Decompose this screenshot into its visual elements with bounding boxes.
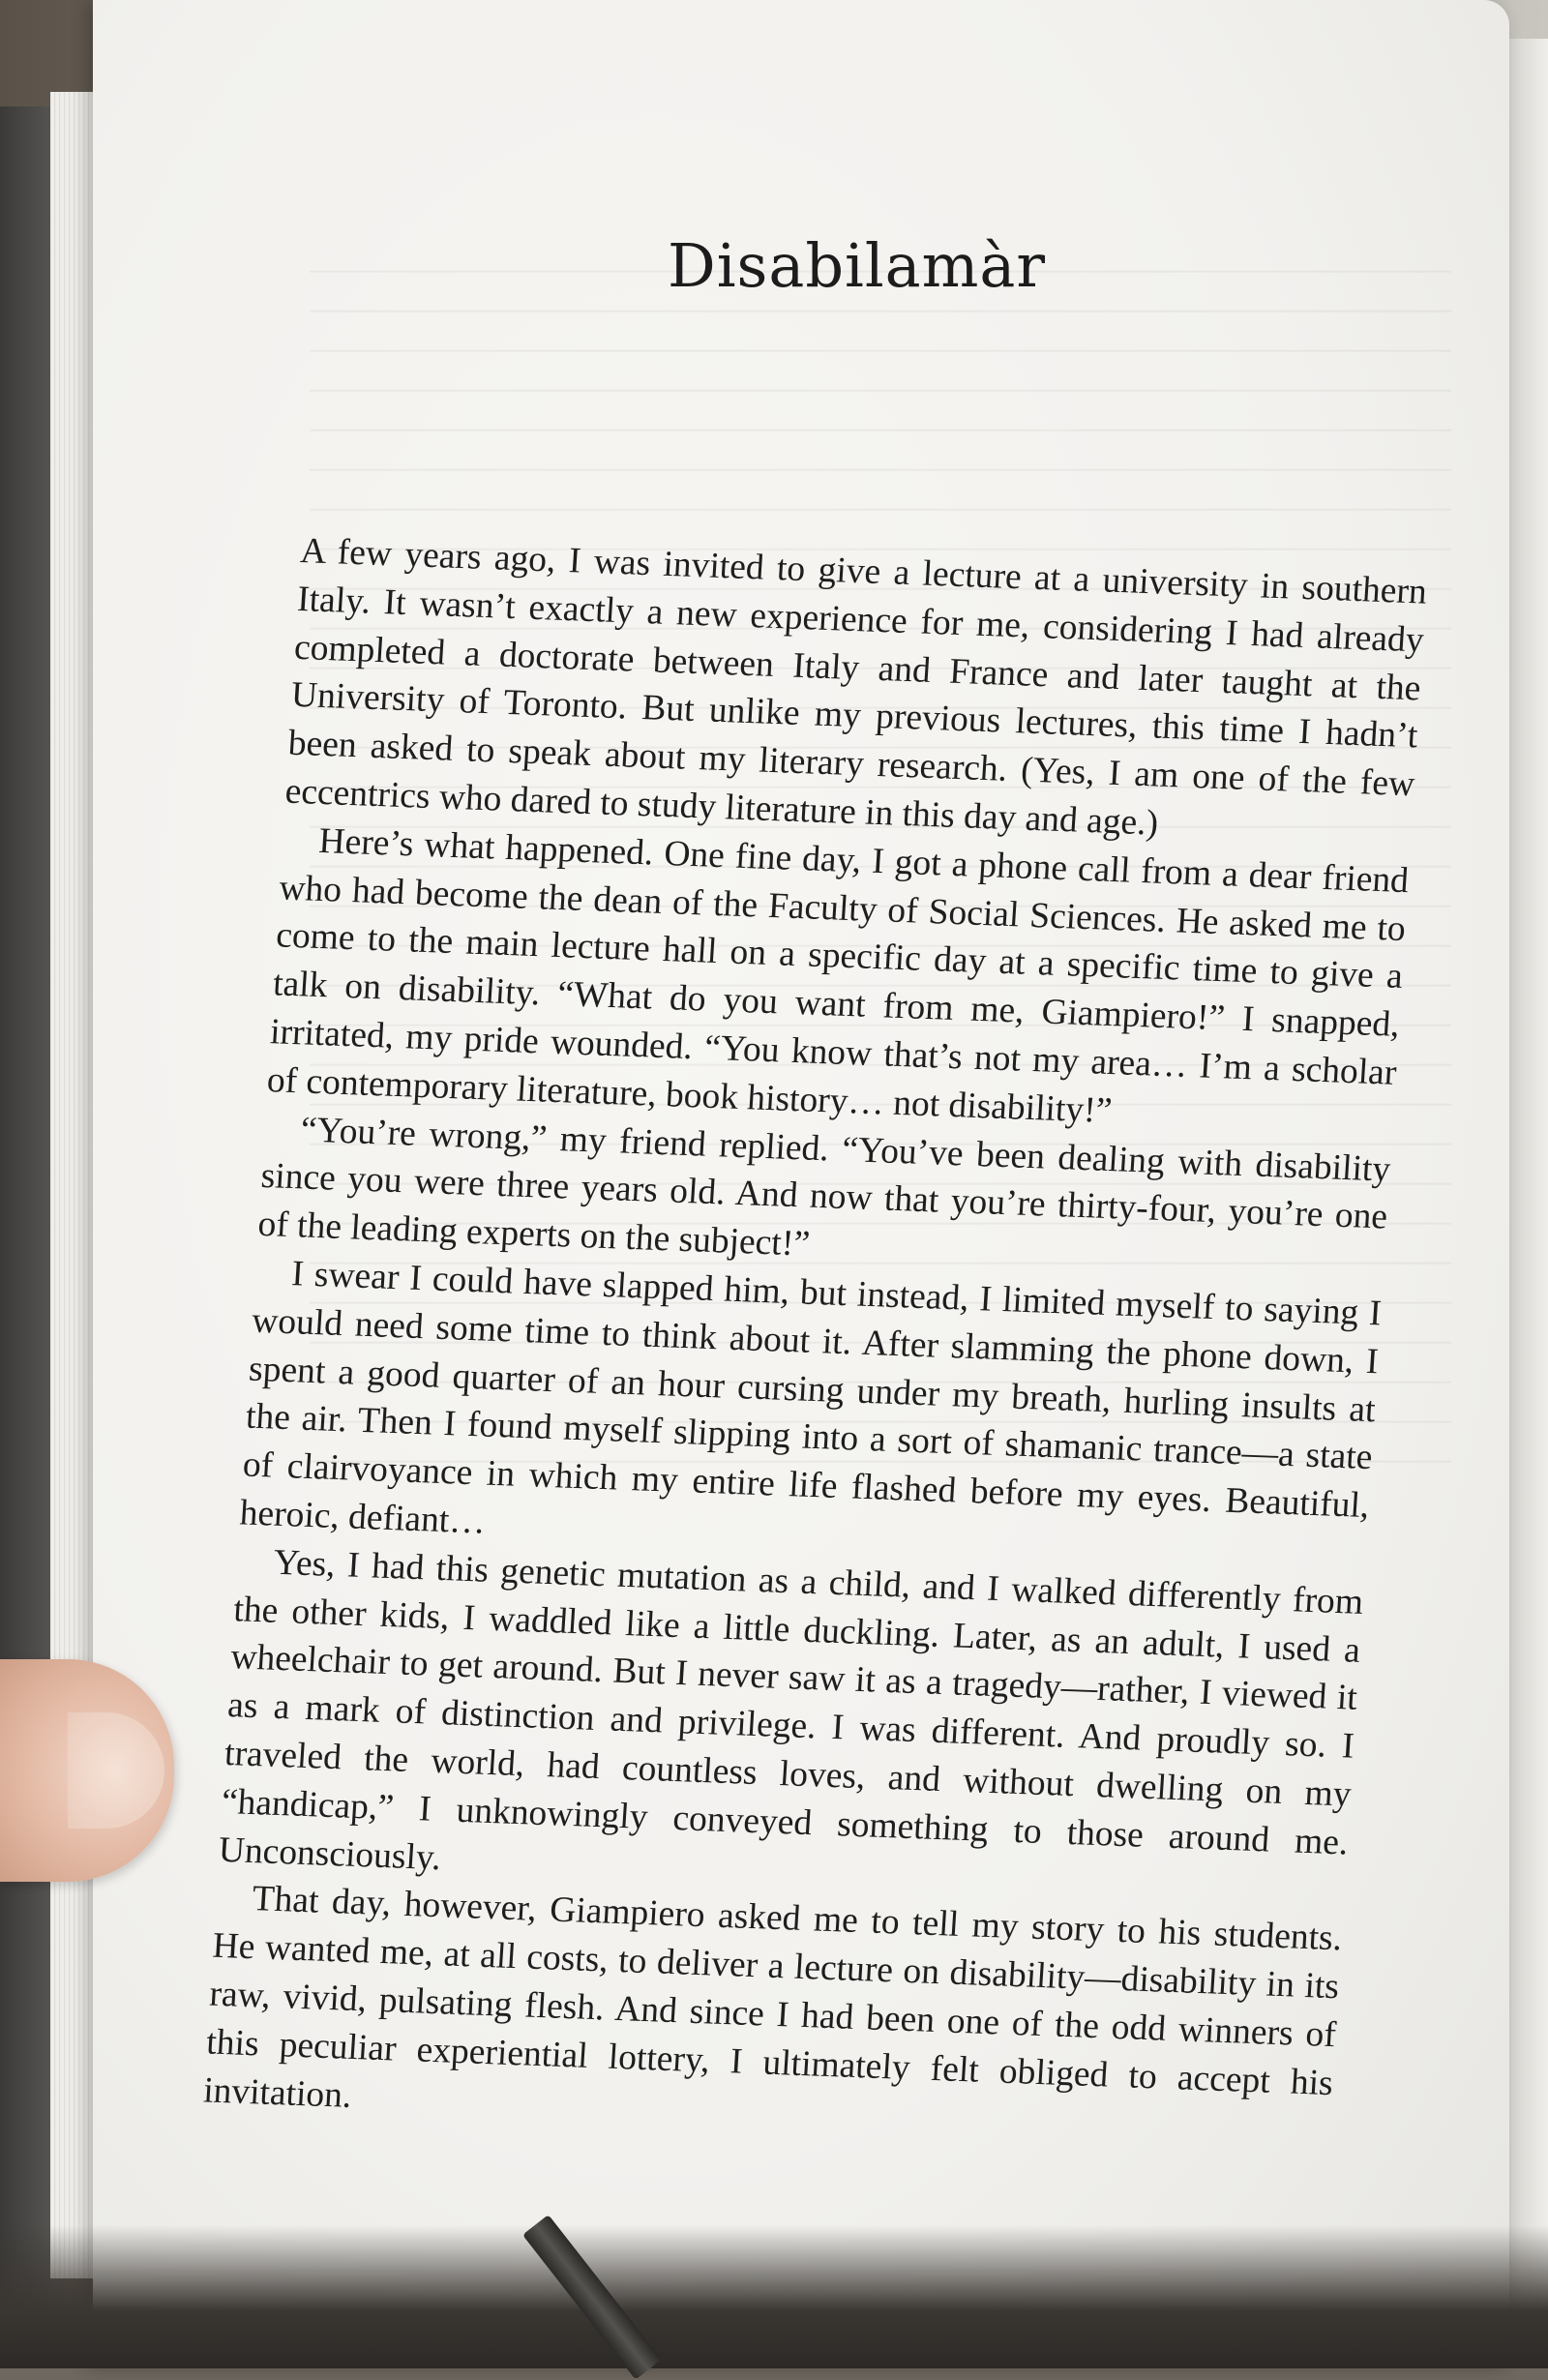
book-bottom-shadow [0, 2225, 1548, 2368]
paragraph-1: A few years ago, I was invited to give a lecture at a university in southern Italy. It wasn’t exactly a new experience for me, considering I had already completed a doctorate between Italy and France and later taught at the University of Toronto. But unlike my previous lectures, this time I hadn’t been asked to speak about my literary research. (Yes, I am one of the few eccentrics who dared to study literature in this day and age.) [283, 530, 1428, 844]
paragraph-6: That day, however, Giampiero asked me to tell my story to his students. He wanted me, at all costs, to deliver a lecture on disability—disability in its raw, vivid, pulsating flesh. And since I had been one of the odd winners of this peculiar experiential lottery, I ultimately felt obliged to accept his invitation. [202, 1879, 1344, 2116]
paragraph-3: “You’re wrong,” my friend replied. “You’ve been dealing with disability since you were three years old. And now that you’re thirty-four, you’re one of the leading experts on the subject!” [256, 1109, 1392, 1264]
paragraph-5: Yes, I had this genetic mutation as a child, and I walked differently from the other kids, I waddled like a little duckling. Later, as an adult, I used a wheelchair to get around. But I never saw it as a tragedy—rather, I viewed it as a mark of distinction and privilege. I was different. And proudly so. I traveled the world, had countless loves, and without dwelling on my “handicap,” I unknowingly conveyed something to those around me. Unconsciously. [217, 1542, 1365, 1878]
paragraph-4: I swear I could have slapped him, but instead, I limited myself to saying I would need some time to think about it. After slamming the phone down, I spent a good quarter of an hour cursing under my breath, hurling insults at the air. Then I found myself slipping into a sort of shamanic trance—a state of clairvoyance in which my entire life flashed before my eyes. Beautiful, heroic, defiant… [238, 1254, 1384, 1542]
body-text [202, 527, 1428, 2156]
chapter-title: Disabilamàr [668, 230, 1047, 301]
next-page-sliver [1509, 39, 1548, 2368]
paragraph-2: Here’s what happened. One fine day, I got a phone call from a dear friend who had become the dean of the Faculty of Social Sciences. He asked me to come to the main lecture hall on a specific day at a specific time to give a talk on disability. “What do you want from me, Giampiero!” I snapped, irritated, my pride wounded. “You know that’s not my area… I’m a scholar of contemporary literature, book history… not disability!” [265, 820, 1411, 1131]
